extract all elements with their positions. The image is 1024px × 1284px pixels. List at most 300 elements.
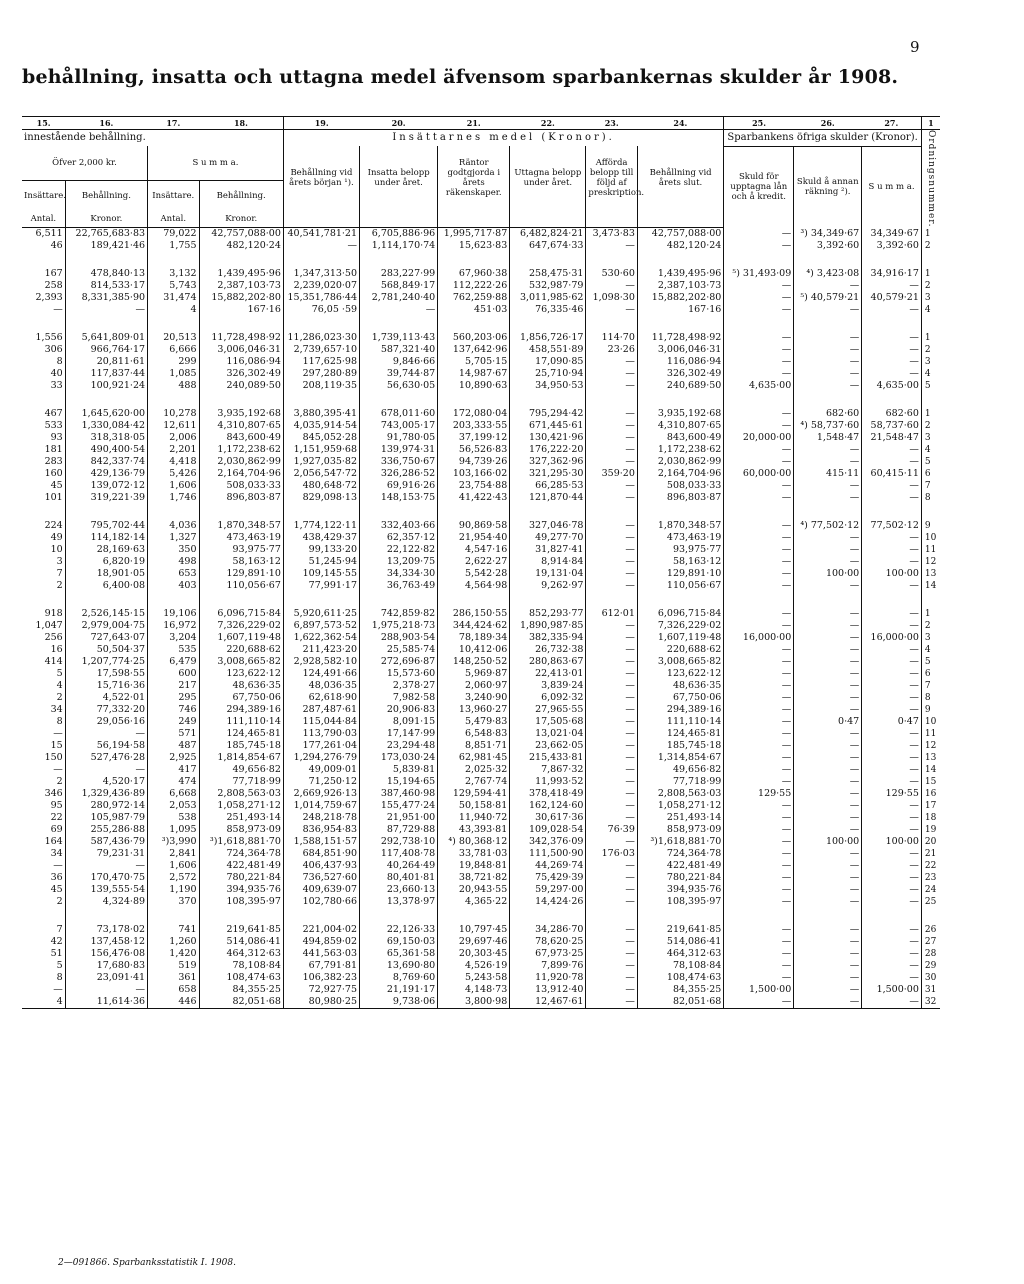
table-cell: 299	[148, 356, 199, 368]
table-cell: 382,335·94	[510, 632, 586, 644]
table-cell: —	[586, 860, 637, 872]
table-cell: 587,321·40	[360, 344, 438, 356]
table-cell: 3,008,665·82	[199, 656, 283, 668]
table-cell: 255,286·88	[65, 824, 147, 836]
table-cell: 6,511	[35, 227, 63, 239]
table-cell: —	[586, 836, 637, 848]
table-cell: 2,053	[148, 800, 199, 812]
table-cell: 4,148·73	[438, 984, 510, 996]
table-cell: 1,870,348·57	[637, 520, 723, 532]
table-cell: 4,365·22	[438, 896, 510, 908]
col-number: 15.	[22, 117, 65, 130]
table-row	[22, 532, 940, 544]
table-cell: 464,312·63	[199, 948, 283, 960]
table-cell: 22,126·33	[360, 924, 438, 936]
table-cell: 297,280·89	[283, 368, 359, 380]
table-cell: ⁵) 31,493·09	[724, 268, 794, 280]
table-cell: —	[586, 480, 637, 492]
table-cell: 1,500·00	[862, 984, 922, 996]
table-cell: 4,526·19	[438, 960, 510, 972]
row-number: 24	[921, 884, 940, 896]
col-number: 26.	[794, 117, 862, 130]
table-cell: 215,433·81	[510, 752, 586, 764]
table-cell: 15,882,202·80	[199, 292, 283, 304]
table-cell: 108,395·97	[637, 896, 723, 908]
table-cell: —	[586, 532, 637, 544]
footer-note: 2—091866. Sparbanksstatistik I. 1908.	[58, 1258, 236, 1268]
table-cell: 106,382·23	[283, 972, 359, 984]
table-cell: 8	[56, 715, 63, 727]
table-row	[22, 368, 940, 380]
table-cell: 42	[50, 935, 63, 947]
table-cell: 4,522·01	[65, 692, 147, 704]
table-cell: 29,056·16	[65, 716, 147, 728]
table-cell: 108,474·63	[199, 972, 283, 984]
row-number: 32	[921, 996, 940, 1009]
row-number: 3	[921, 356, 940, 368]
table-cell: 3	[56, 555, 63, 567]
table-cell: —	[794, 936, 862, 948]
row-number: 31	[921, 984, 940, 996]
table-cell: 113,790·03	[283, 728, 359, 740]
table-cell: —	[724, 704, 794, 716]
table-cell: 22	[50, 811, 63, 823]
table-cell: 148,250·52	[438, 656, 510, 668]
table-cell: 69,916·26	[360, 480, 438, 492]
table-cell: 20,000·00	[724, 432, 794, 444]
table-cell: 530·60	[586, 268, 637, 280]
table-cell: 4,635·00	[724, 380, 794, 392]
group-header-row	[22, 130, 940, 147]
table-cell: ⁵) 40,579·21	[794, 292, 862, 304]
table-cell: —	[586, 544, 637, 556]
table-cell: 342,376·09	[510, 836, 586, 848]
table-cell: 129·55	[862, 788, 922, 800]
table-cell: —	[586, 444, 637, 456]
table-cell: 21,191·17	[360, 984, 438, 996]
table-cell: —	[724, 227, 794, 240]
table-cell: 490,400·54	[65, 444, 147, 456]
table-cell: 280,863·67	[510, 656, 586, 668]
table-cell: 658	[148, 984, 199, 996]
col-number: 24.	[637, 117, 723, 130]
table-cell: 19,131·04	[510, 568, 586, 580]
table-cell: 130,421·96	[510, 432, 586, 444]
subgroup-header-row	[22, 146, 940, 180]
row-number: 1	[921, 268, 940, 280]
table-cell: 5,705·15	[438, 356, 510, 368]
table-cell: 2,030,862·99	[199, 456, 283, 468]
table-cell: —	[586, 432, 637, 444]
table-cell: 160	[44, 467, 63, 479]
table-cell: 139,974·31	[360, 444, 438, 456]
table-cell: 51	[50, 947, 63, 959]
table-cell: —	[586, 924, 637, 936]
row-number: 13	[921, 752, 940, 764]
table-row	[22, 227, 940, 240]
table-cell: —	[794, 896, 862, 908]
table-cell: 2,572	[148, 872, 199, 884]
table-cell: ⁴) 58,737·60	[794, 420, 862, 432]
table-cell: —	[586, 356, 637, 368]
col-number: 19.	[283, 117, 359, 130]
table-cell: 76·39	[586, 824, 637, 836]
col25-header: Skuld för upptagna lån och å kredit.	[724, 146, 794, 227]
table-cell: 3,006,046·31	[637, 344, 723, 356]
table-cell: —	[724, 456, 794, 468]
table-cell: 1,329,436·89	[65, 788, 147, 800]
table-cell: —	[724, 356, 794, 368]
table-cell: 15	[50, 739, 63, 751]
table-cell: 17,147·99	[360, 728, 438, 740]
table-cell: 148,153·75	[360, 492, 438, 504]
table-cell: 58,163·12	[637, 556, 723, 568]
table-cell: 394,935·76	[199, 884, 283, 896]
table-cell: 2,979,004·75	[65, 620, 147, 632]
table-cell: —	[586, 812, 637, 824]
table-cell: 100·00	[794, 568, 862, 580]
table-cell: 72,927·75	[283, 984, 359, 996]
table-row	[22, 872, 940, 884]
table-cell: 217	[148, 680, 199, 692]
table-row	[22, 304, 940, 316]
row-number: 13	[921, 568, 940, 580]
table-cell: 294,389·16	[199, 704, 283, 716]
table-cell: 93	[50, 431, 63, 443]
table-cell: —	[862, 668, 922, 680]
table-cell: 34,334·30	[360, 568, 438, 580]
table-cell: 318,318·05	[65, 432, 147, 444]
table-cell: 15,194·65	[360, 776, 438, 788]
table-cell: 100·00	[794, 836, 862, 848]
col-number: 21.	[438, 117, 510, 130]
table-cell: 66,285·53	[510, 480, 586, 492]
table-cell: —	[586, 668, 637, 680]
col19-header: Behållning vid årets början ¹).	[283, 146, 359, 211]
table-cell: 724,364·78	[637, 848, 723, 860]
table-cell: 1,294,276·79	[283, 752, 359, 764]
table-cell: 795,294·42	[510, 408, 586, 420]
table-cell: —	[586, 632, 637, 644]
row-number: 7	[921, 680, 940, 692]
table-cell: 108,474·63	[637, 972, 723, 984]
table-cell: —	[794, 812, 862, 824]
table-cell: 99,133·20	[283, 544, 359, 556]
row-number: 10	[921, 532, 940, 544]
table-cell: 49,656·82	[199, 764, 283, 776]
table-cell: —	[862, 344, 922, 356]
table-cell: 155,477·24	[360, 800, 438, 812]
table-cell: 467	[44, 407, 63, 419]
table-cell: 77,502·12	[862, 520, 922, 532]
table-cell: —	[586, 420, 637, 432]
table-cell: 671,445·61	[510, 420, 586, 432]
table-cell: —	[724, 492, 794, 504]
table-cell: 415·11	[794, 468, 862, 480]
table-cell: 678,011·60	[360, 408, 438, 420]
table-cell: 101	[44, 491, 63, 503]
table-cell: 77,718·99	[637, 776, 723, 788]
table-cell: 28,169·63	[65, 544, 147, 556]
table-cell: 56,194·58	[65, 740, 147, 752]
table-cell: 129,891·10	[199, 568, 283, 580]
row-number: 18	[921, 812, 940, 824]
antal-unit: Antal.	[22, 211, 65, 228]
table-cell: 6,548·83	[438, 728, 510, 740]
table-cell: 17,090·85	[510, 356, 586, 368]
table-cell: 852,293·77	[510, 608, 586, 620]
table-cell: —	[586, 656, 637, 668]
row-number: 7	[921, 480, 940, 492]
row-number: 17	[921, 800, 940, 812]
table-cell: —	[794, 344, 862, 356]
table-cell: 359·20	[586, 468, 637, 480]
table-cell: 76,335·46	[510, 304, 586, 316]
table-cell: 176,222·20	[510, 444, 586, 456]
table-cell: —	[862, 776, 922, 788]
row-number: 14	[921, 580, 940, 592]
table-row	[22, 556, 940, 568]
table-cell: 422,481·49	[637, 860, 723, 872]
table-cell: 966,764·17	[65, 344, 147, 356]
table-cell: —	[862, 492, 922, 504]
table-cell: 9,846·66	[360, 356, 438, 368]
table-cell: —	[586, 704, 637, 716]
row-number: 12	[921, 556, 940, 568]
table-cell: 842,337·74	[65, 456, 147, 468]
table-cell: 1,207,774·25	[65, 656, 147, 668]
row-number: 1	[921, 227, 940, 240]
table-cell: 487	[148, 740, 199, 752]
table-cell: 219,641·85	[199, 924, 283, 936]
table-cell: 741	[148, 924, 199, 936]
table-cell: —	[586, 408, 637, 420]
table-cell: 406,437·93	[283, 860, 359, 872]
table-cell: —	[862, 800, 922, 812]
table-cell: —	[586, 872, 637, 884]
table-cell: 1,606	[148, 480, 199, 492]
table-cell: 80,980·25	[283, 996, 359, 1009]
table-cell: 22,122·82	[360, 544, 438, 556]
table-cell: 176·03	[586, 848, 637, 860]
table-cell: 762,259·88	[438, 292, 510, 304]
table-cell: —	[794, 692, 862, 704]
table-cell: —	[724, 580, 794, 592]
row-number: 1	[921, 332, 940, 344]
table-cell: 600	[148, 668, 199, 680]
table-cell: —	[724, 936, 794, 948]
table-cell: 1,500·00	[724, 984, 794, 996]
spacer-row	[22, 504, 940, 520]
table-cell: ³) 34,349·67	[794, 227, 862, 240]
table-row	[22, 620, 940, 632]
table-cell: 6,096,715·84	[637, 608, 723, 620]
table-cell: 482,120·24	[637, 240, 723, 252]
table-cell: 46	[50, 239, 63, 251]
table-cell: 23,754·88	[438, 480, 510, 492]
table-cell: —	[586, 972, 637, 984]
table-cell: 34,916·17	[862, 268, 922, 280]
table-cell: 4,310,807·65	[637, 420, 723, 432]
table-cell: —	[794, 740, 862, 752]
table-cell: —	[586, 788, 637, 800]
table-body	[22, 227, 940, 1008]
table-cell: 251,493·14	[637, 812, 723, 824]
table-cell: 2,387,103·73	[637, 280, 723, 292]
table-cell: —	[65, 764, 147, 776]
row-number: 4	[921, 304, 940, 316]
table-cell: 167	[44, 267, 63, 279]
table-cell: 474	[148, 776, 199, 788]
table-row	[22, 716, 940, 728]
table-cell: 224	[44, 519, 63, 531]
table-row	[22, 456, 940, 468]
table-cell: —	[724, 608, 794, 620]
table-cell: 3,473·83	[586, 227, 637, 240]
table-cell: 344,424·62	[438, 620, 510, 632]
table-cell: —	[586, 620, 637, 632]
table-cell: —	[724, 444, 794, 456]
row-number: 1	[921, 408, 940, 420]
table-cell: 102,780·66	[283, 896, 359, 908]
table-cell: 653	[148, 568, 199, 580]
table-cell: —	[724, 556, 794, 568]
table-cell: 11,614·36	[65, 996, 147, 1009]
table-cell: 5,920,611·25	[283, 608, 359, 620]
table-cell: 27,965·55	[510, 704, 586, 716]
table-cell: 34,349·67	[862, 227, 922, 240]
group-insattarnes: Insättarnes medel (Kronor).	[283, 130, 723, 147]
table-cell: 346	[44, 787, 63, 799]
table-cell: 3,392·60	[794, 240, 862, 252]
table-cell: —	[53, 727, 63, 739]
table-cell: 795,702·44	[65, 520, 147, 532]
table-cell: 17,505·68	[510, 716, 586, 728]
table-cell: 77,991·17	[283, 580, 359, 592]
table-cell: —	[724, 532, 794, 544]
table-cell: —	[862, 972, 922, 984]
table-cell: 11,920·78	[510, 972, 586, 984]
table-row	[22, 740, 940, 752]
table-cell: 170,470·75	[65, 872, 147, 884]
table-cell: 115,044·84	[283, 716, 359, 728]
table-cell: 0·47	[794, 716, 862, 728]
summa-header: S u m m a.	[148, 146, 284, 180]
table-row	[22, 776, 940, 788]
table-cell: 100·00	[862, 568, 922, 580]
table-cell: 1,856,726·17	[510, 332, 586, 344]
table-cell: 111,110·14	[637, 716, 723, 728]
table-cell: —	[724, 924, 794, 936]
table-cell: —	[862, 532, 922, 544]
table-cell: 6,668	[148, 788, 199, 800]
table-cell: —	[794, 656, 862, 668]
table-row	[22, 960, 940, 972]
table-cell: 283	[44, 455, 63, 467]
antal-unit: Antal.	[148, 211, 199, 228]
table-row	[22, 800, 940, 812]
table-cell: 5	[56, 667, 63, 679]
table-cell: —	[794, 620, 862, 632]
table-cell: 123,622·12	[199, 668, 283, 680]
table-cell: 248,218·78	[283, 812, 359, 824]
table-cell: —	[586, 556, 637, 568]
table-cell: —	[794, 444, 862, 456]
table-cell: 45	[50, 479, 63, 491]
table-cell: —	[586, 884, 637, 896]
table-cell: 43,393·81	[438, 824, 510, 836]
table-cell: 5,969·87	[438, 668, 510, 680]
table-cell: 2,164,704·96	[637, 468, 723, 480]
table-cell: —	[862, 280, 922, 292]
table-cell: —	[724, 680, 794, 692]
table-cell: 14,424·26	[510, 896, 586, 908]
table-cell: 23,294·48	[360, 740, 438, 752]
table-cell: —	[586, 960, 637, 972]
table-cell: —	[862, 936, 922, 948]
behallning-header: Behållning.	[65, 180, 147, 211]
table-cell: —	[862, 812, 922, 824]
table-cell: 2,808,563·03	[199, 788, 283, 800]
table-cell: 1,995,717·87	[438, 227, 510, 240]
table-cell: 16,000·00	[862, 632, 922, 644]
table-cell: 77,718·99	[199, 776, 283, 788]
table-cell: 3,006,046·31	[199, 344, 283, 356]
statistics-table	[22, 116, 940, 1009]
table-cell: 1,014,759·67	[283, 800, 359, 812]
table-row	[22, 668, 940, 680]
table-cell: 8,091·15	[360, 716, 438, 728]
table-cell: 14,987·67	[438, 368, 510, 380]
table-cell: —	[724, 692, 794, 704]
table-cell: —	[586, 728, 637, 740]
table-cell: 48,036·35	[283, 680, 359, 692]
table-cell: —	[862, 608, 922, 620]
table-cell: 50,504·37	[65, 644, 147, 656]
col-number: 20.	[360, 117, 438, 130]
table-row	[22, 608, 940, 620]
table-cell: 1,114,170·74	[360, 240, 438, 252]
table-cell: 1,755	[148, 240, 199, 252]
row-number: 10	[921, 716, 940, 728]
row-number: 14	[921, 764, 940, 776]
table-cell: —	[586, 456, 637, 468]
table-cell: 1,095	[148, 824, 199, 836]
table-cell: —	[724, 960, 794, 972]
table-cell: 6,400·08	[65, 580, 147, 592]
row-number: 5	[921, 380, 940, 392]
table-cell: 69,150·03	[360, 936, 438, 948]
table-cell: 4,564·98	[438, 580, 510, 592]
table-cell: 10,278	[148, 408, 199, 420]
table-cell: —	[862, 740, 922, 752]
table-cell: 422,481·49	[199, 860, 283, 872]
table-cell: —	[724, 896, 794, 908]
table-cell: 519	[148, 960, 199, 972]
table-cell: 93,975·77	[199, 544, 283, 556]
table-cell: 110,056·67	[199, 580, 283, 592]
row-number: 8	[921, 692, 940, 704]
table-cell: 4	[148, 304, 199, 316]
table-cell: 1,347,313·50	[283, 268, 359, 280]
table-cell: —	[794, 304, 862, 316]
table-cell: 16,972	[148, 620, 199, 632]
table-cell: 36	[50, 871, 63, 883]
table-cell: 114,182·14	[65, 532, 147, 544]
table-cell: —	[862, 848, 922, 860]
spacer-row	[22, 908, 940, 924]
table-cell: 84,355·25	[199, 984, 283, 996]
